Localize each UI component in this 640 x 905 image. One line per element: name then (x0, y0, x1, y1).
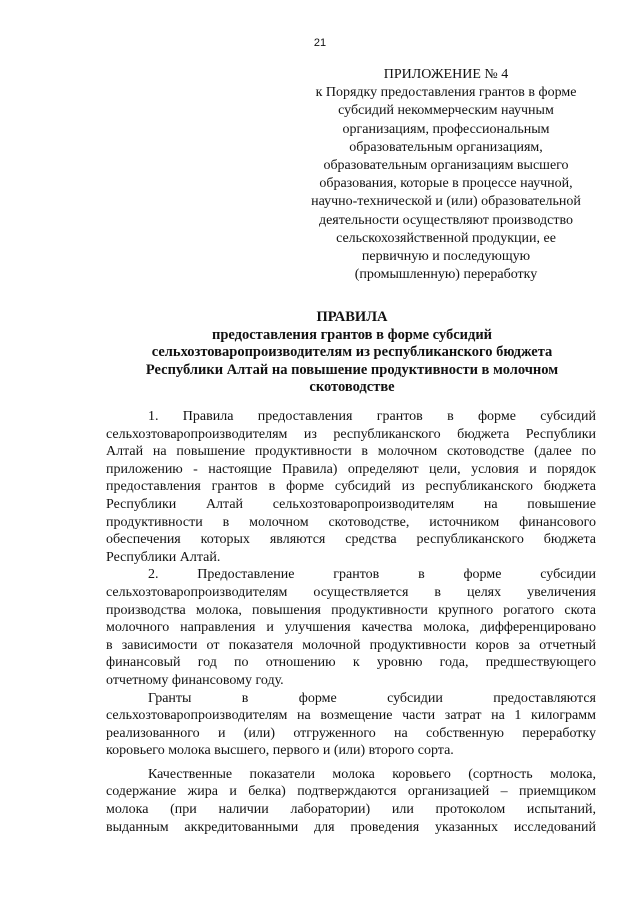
paragraph-line: содержание жира и белка) подтверждаются организацией – приемщиком (106, 784, 596, 800)
paragraph-line: Республики Алтай. (106, 549, 221, 565)
appendix-line: к Порядку предоставления грантов в форме (315, 85, 577, 101)
paragraph-line: отчетному финансовому году. (106, 672, 284, 688)
appendix-line: образовательным организациям высшего (323, 158, 569, 174)
paragraph-line: Качественные показатели молока коровьего (сортность молока, (148, 766, 596, 782)
appendix-line: деятельности осуществляют производство (318, 212, 574, 228)
paragraph-line: финансовый год по отношению к уровню года, предшествующего (106, 655, 596, 671)
appendix-line: первичную и последующую (361, 249, 531, 265)
paragraph-line: предоставления грантов в форме субсидий из республиканского бюджета (106, 479, 596, 495)
paragraph-line: коровьего молока высшего, первого и (или) второго сорта. (106, 743, 454, 759)
appendix-line: образования, которые в процессе научной, (319, 176, 573, 192)
paragraph-line: сельхозтоваропроизводителям на возмещение части затрат на 1 килограмм (106, 708, 596, 724)
paragraph-line: реализованного и (или) отгруженного на собственную переработку (106, 725, 596, 741)
title-heading: ПРАВИЛА (316, 309, 388, 325)
appendix-line: (промышленную) переработку (354, 267, 538, 283)
paragraph-line: 2. Предоставление грантов в форме субсидии (148, 567, 596, 583)
paragraph-line: обеспечения которых являются средства республиканского бюджета (106, 532, 596, 548)
document-title (100, 309, 604, 397)
appendix-line: образовательным организациям, (349, 139, 543, 155)
paragraph-line: Республики Алтай сельхозтоваропроизводителям на повышение (106, 496, 596, 512)
title-line: предоставления грантов в форме субсидий (211, 326, 493, 343)
paragraph-line: выданным аккредитованными для проведения указанных исследований (106, 819, 596, 835)
appendix-title: ПРИЛОЖЕНИЕ № 4 (383, 67, 509, 82)
paragraph-line: в зависимости от показателя молочной продуктивности коров за отчетный (106, 637, 596, 653)
paragraph-line: сельхозтоваропроизводителям из республиканского бюджета Республики (106, 426, 596, 442)
paragraph-line: продуктивности в молочном скотоводстве, источником финансового (106, 514, 596, 530)
paragraph-line: производства молока, повышения продуктивности крупного рогатого скота (106, 602, 596, 618)
paragraph-line: Гранты в форме субсидии предоставляются (148, 690, 596, 706)
title-line: Республики Алтай на повышение продуктивности в молочном (145, 361, 559, 378)
paragraph-4 (106, 766, 596, 836)
paragraph-line: приложению - настоящие Правила) определяют цели, условия и порядок (106, 461, 596, 477)
page-number: 21 (313, 37, 327, 49)
paragraph-line: 1. Правила предоставления грантов в форме субсидий (148, 409, 596, 424)
document-body (106, 408, 596, 836)
appendix-line: научно-технической и (или) образовательной (311, 194, 581, 210)
paragraph-3 (106, 690, 596, 760)
paragraph-1 (106, 408, 596, 566)
paragraph-line: молока (при наличии лаборатории) или протоколом испытаний, (106, 802, 596, 818)
appendix-line: сельскохозяйственной продукции, ее (336, 230, 556, 246)
appendix-line: субсидий некоммерческим научным (338, 103, 554, 119)
paragraph-line: молочного направления и улучшения качества молока, дифференцировано (106, 620, 596, 636)
title-line: скотоводстве (309, 379, 395, 396)
appendix-header (290, 66, 602, 284)
paragraph-line: Алтай на повышение продуктивности в молочном скотоводстве (далее по (106, 444, 596, 460)
appendix-line: организациям, профессиональным (342, 121, 550, 137)
title-line: сельхозтоваропроизводителям из республиканского бюджета (151, 344, 553, 361)
paragraph-2 (106, 566, 596, 689)
paragraph-line: сельхозтоваропроизводителям осуществляется в целях увеличения (106, 584, 596, 600)
